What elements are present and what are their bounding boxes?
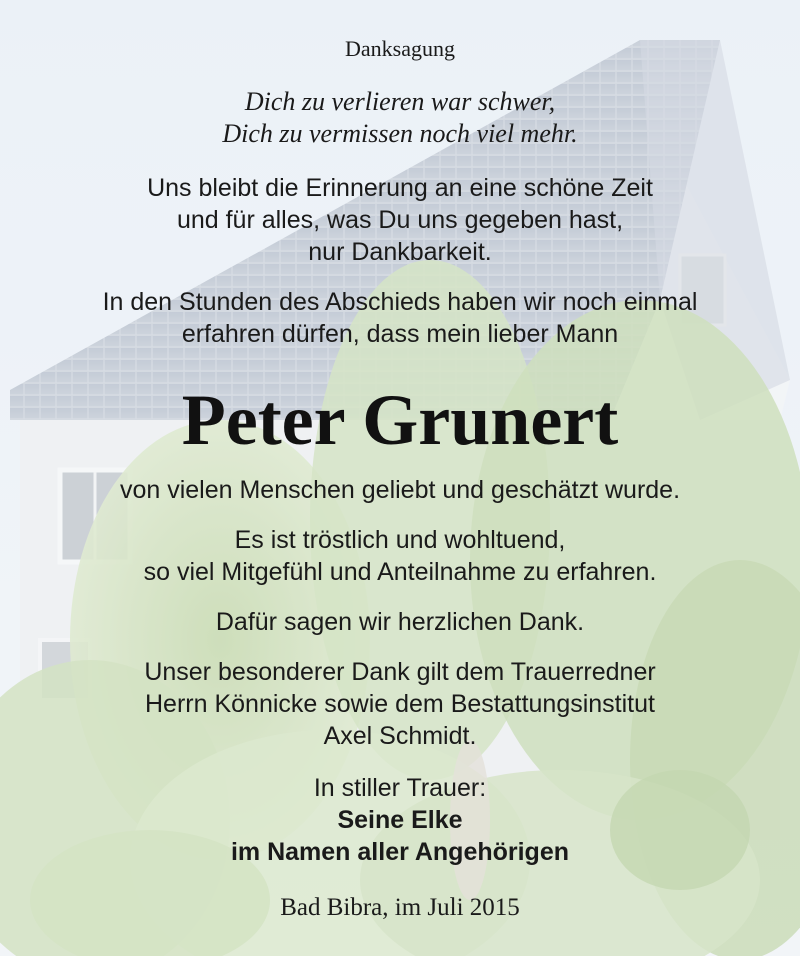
notice-heading: Danksagung bbox=[345, 36, 455, 61]
motto-verse bbox=[0, 86, 800, 150]
paragraph-line: erfahren dürfen, dass mein lieber Mann bbox=[181, 320, 619, 348]
paragraph-line: Es ist tröstlich und wohltuend, bbox=[234, 526, 566, 554]
paragraph-comfort bbox=[0, 524, 800, 588]
motto-line: Dich zu verlieren war schwer, bbox=[244, 87, 556, 116]
place-date: Bad Bibra, im Juli 2015 bbox=[280, 894, 520, 921]
motto-line: Dich zu vermissen noch viel mehr. bbox=[222, 119, 578, 148]
signature-relatives: im Namen aller Angehörigen bbox=[230, 838, 570, 866]
deceased-name: Peter Grunert bbox=[181, 380, 619, 460]
signature-name: Seine Elke bbox=[337, 806, 463, 834]
paragraph-line: Uns bleibt die Erinnerung an eine schöne Zeit bbox=[147, 174, 653, 202]
paragraph-line: Axel Schmidt. bbox=[323, 722, 477, 750]
paragraph-line: und für alles, was Du uns gegeben hast, bbox=[176, 206, 624, 234]
paragraph-line: Unser besonderer Dank gilt dem Trauerredner bbox=[144, 658, 656, 686]
paragraph-line: nur Dankbarkeit. bbox=[308, 238, 492, 266]
paragraph-line: so viel Mitgefühl und Anteilnahme zu erfahren. bbox=[143, 558, 657, 586]
paragraph-thanks: Dafür sagen wir herzlichen Dank. bbox=[215, 608, 585, 636]
signature-block bbox=[0, 772, 800, 868]
paragraph-special-thanks bbox=[0, 656, 800, 752]
paragraph-line: In den Stunden des Abschieds haben wir noch einmal bbox=[102, 288, 698, 316]
paragraph-farewell bbox=[0, 286, 800, 350]
paragraph-beloved: von vielen Menschen geliebt und geschätzt wurde. bbox=[119, 476, 681, 504]
paragraph-line: Herrn Könnicke sowie dem Bestattungsinstitut bbox=[145, 690, 655, 718]
signature-intro: In stiller Trauer: bbox=[313, 774, 487, 802]
paragraph-memory bbox=[0, 172, 800, 268]
